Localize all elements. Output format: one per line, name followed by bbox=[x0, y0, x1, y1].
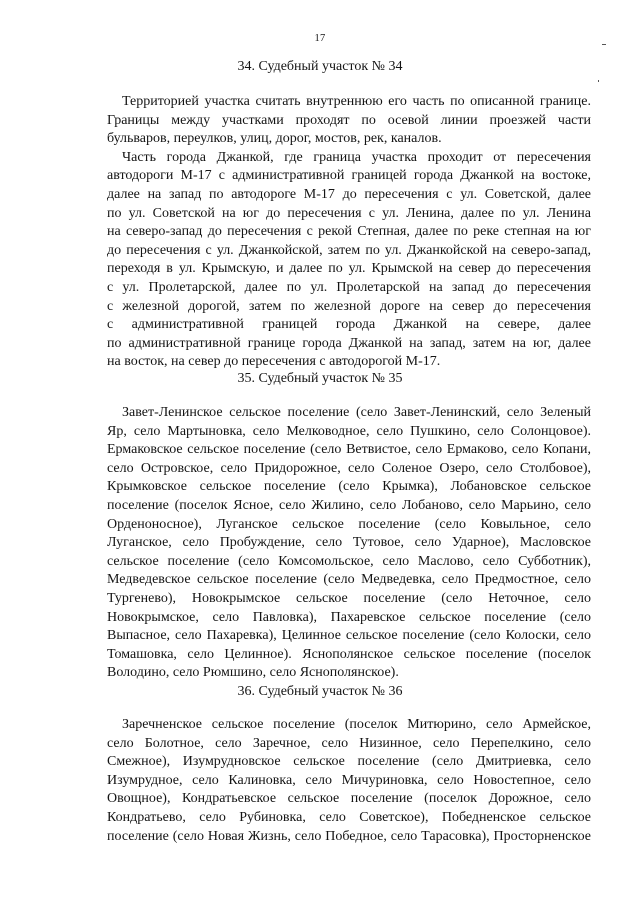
text-line: Территорией участка считать внутреннюю его часть по описанной границе. bbox=[122, 94, 591, 109]
text-line: по административной границе города Джанкой на запад, затем на юг, далее bbox=[107, 335, 591, 351]
text-line: поселение (поселок Ясное, село Жилино, село Лобаново, село Марьино, село bbox=[107, 497, 591, 513]
section-35-paragraph-1 bbox=[107, 404, 591, 683]
text-line: поселение (село Новая Жизнь, село Победное, село Тарасовка), Просторненское bbox=[107, 828, 591, 844]
section-34-paragraph-1 bbox=[107, 93, 591, 149]
section-heading-34: 34. Судебный участок № 34 bbox=[237, 59, 403, 74]
text-line: Изумрудное, село Калиновка, село Мичуриновка, село Новостепное, село bbox=[107, 772, 591, 788]
text-line: Тургенево), Новокрымское сельское поселение (село Неточное, село bbox=[107, 590, 591, 606]
text-line: на восток, на север до пересечения с автодорогой М-17. bbox=[107, 354, 441, 370]
page-number: 17 bbox=[314, 33, 326, 44]
text-line: Часть города Джанкой, где граница участка проходит от пересечения bbox=[122, 149, 591, 165]
section-34-paragraph-2 bbox=[107, 149, 591, 372]
text-line: Луганское, село Пробуждение, село Тутовое, село Ударное), Масловское bbox=[107, 535, 591, 551]
text-line: бульваров, переулков, улиц, дорог, мостов, рек, каналов. bbox=[107, 131, 442, 147]
text-line: автодороги М-17 с административной границей города Джанкой на востоке, bbox=[107, 168, 591, 184]
text-line: с ул. Пролетарской, далее по ул. Пролетарской на запад до пересечения bbox=[107, 279, 591, 295]
text-line: переходя в ул. Крымскую, и далее по ул. Крымской на север до пересечения bbox=[107, 261, 591, 277]
scan-mark bbox=[598, 80, 599, 82]
text-line: Заречненское сельское поселение (поселок Митюрино, село Армейское, bbox=[122, 717, 591, 732]
text-line: до пересечения с ул. Джанкойской, затем по ул. Джанкойской на северо-запад, bbox=[107, 242, 591, 258]
text-line: село Болотное, село Заречное, село Низинное, село Перепелкино, село bbox=[107, 735, 591, 751]
text-line: Крымковское сельское поселение (село Крымка), Лобановское сельское bbox=[107, 479, 591, 495]
text-line: далее на запад по автодороге М-17 до пересечения с ул. Советской, далее bbox=[107, 186, 591, 202]
scan-mark bbox=[602, 44, 606, 45]
text-line: Яр, село Мартыновка, село Мелководное, село Пушкино, село Солонцовое). bbox=[107, 423, 591, 439]
text-line: Границы между участками проходят по осевой линии проезжей части bbox=[107, 112, 591, 128]
text-line: на северо-запад до пересечения с рекой Степная, далее по реке степная на юг bbox=[107, 224, 591, 240]
text-line: Завет-Ленинское сельское поселение (село Завет-Ленинский, село Зеленый bbox=[122, 405, 591, 420]
text-line: с административной границей города Джанкой на севере, далее bbox=[107, 317, 591, 333]
text-line: Медведевское сельское поселение (село Медведевка, село Предмостное, село bbox=[107, 572, 591, 588]
text-line: село Островское, село Придорожное, село Соленое Озеро, село Столбовое), bbox=[107, 460, 591, 476]
text-line: Ермаковское сельское поселение (село Ветвистое, село Ермаково, село Копани, bbox=[107, 442, 591, 458]
text-line: Володино, село Рюмшино, село Яснополянское). bbox=[107, 665, 399, 681]
text-line: Новокрымское, село Павловка), Пахаревское сельское поселение (село bbox=[107, 609, 591, 625]
text-line: по ул. Советской на юг до пересечения с ул. Ленина, далее по ул. Ленина bbox=[107, 205, 591, 221]
section-heading-36: 36. Судебный участок № 36 bbox=[237, 684, 403, 699]
section-36-paragraph-1 bbox=[107, 716, 591, 846]
text-line: с железной дорогой, затем по железной дороге на север до пересечения bbox=[107, 298, 591, 314]
text-line: Кондратьево, село Рубиновка, село Советское), Победненское сельское bbox=[107, 809, 591, 825]
text-line: Орденоносное), Луганское сельское поселение (село Ковыльное, село bbox=[107, 516, 591, 532]
text-line: Смежное), Изумрудновское сельское поселение (село Дмитриевка, село bbox=[107, 754, 591, 770]
text-line: Выпасное, село Пахаревка), Целинное сельское поселение (село Колоски, село bbox=[107, 628, 591, 644]
section-heading-35: 35. Судебный участок № 35 bbox=[237, 371, 403, 386]
text-line: Овощное), Кондратьевское сельское поселение (поселок Дорожное, село bbox=[107, 791, 591, 807]
text-line: сельское поселение (село Комсомольское, село Маслово, село Субботник), bbox=[107, 553, 591, 569]
text-line: Томашовка, село Целинное). Яснополянское сельское поселение (поселок bbox=[107, 646, 591, 662]
